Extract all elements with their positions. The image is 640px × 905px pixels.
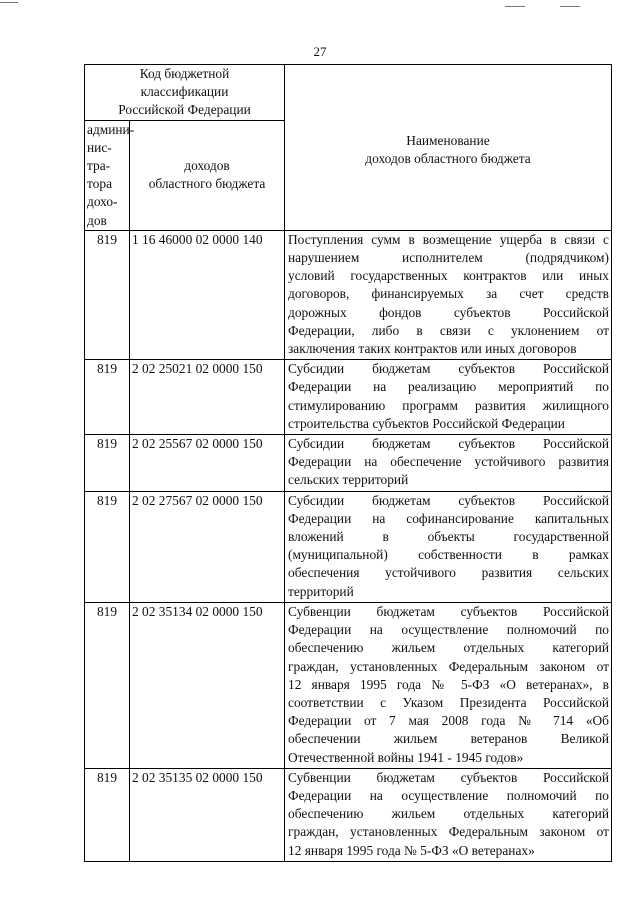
header-line: тра- — [87, 158, 111, 174]
header-line: классификации — [140, 84, 229, 100]
header-administrator — [85, 120, 135, 230]
income-name-line: территорий — [288, 583, 354, 599]
income-name-line: Федерации, либо в связи с уклонением от — [288, 322, 609, 338]
administrator-code-cell: 819 — [85, 435, 130, 492]
header-line: Код бюджетной — [139, 66, 230, 81]
table-row — [85, 491, 612, 602]
income-name-line: Федерации на софинансирование капитальных — [288, 510, 609, 526]
header-line: доходов — [184, 158, 230, 174]
table-header-row-1 — [85, 65, 612, 121]
income-name-line: условий государственных контрактов или иных — [288, 268, 609, 284]
income-name-line: обеспечении жильем ветеранов Великой — [288, 731, 609, 747]
income-code-cell: 2 02 27567 02 0000 150 — [130, 491, 285, 602]
income-name-line: 12 января 1995 года № 5-ФЗ «О ветеранах» — [288, 842, 535, 858]
scan-top-marks — [0, 0, 640, 10]
header-income-code — [130, 120, 285, 230]
income-code-cell: 2 02 35134 02 0000 150 — [130, 602, 285, 768]
income-name-cell — [285, 491, 612, 602]
income-name-cell — [285, 435, 612, 492]
header-classification-code — [85, 65, 285, 121]
header-line: областного бюджета — [148, 176, 266, 192]
income-name-line: стимулированию программ развития жилищного — [288, 397, 609, 413]
header-line: Российской Федерации — [118, 102, 251, 118]
page-number: 27 — [313, 44, 327, 59]
header-income-name — [285, 65, 612, 231]
header-line: дохо- — [87, 194, 118, 210]
header-line: доходов областного бюджета — [365, 151, 531, 167]
income-name-line: Субсидии бюджетам субъектов Российской — [288, 361, 609, 377]
income-name-line: граждан, установленных Федеральным законом от — [288, 658, 609, 674]
administrator-code-cell: 819 — [85, 768, 130, 861]
income-code-cell: 2 02 25567 02 0000 150 — [130, 435, 285, 492]
header-line: тора — [87, 176, 113, 192]
header-line: админи- — [87, 121, 135, 137]
table-row — [85, 602, 612, 768]
income-name-line: Субвенции бюджетам субъектов Российской — [288, 769, 609, 785]
income-name-line: строительства субъектов Российской Федерации — [288, 415, 565, 431]
scan-mark — [560, 6, 580, 7]
income-name-line: сельских территорий — [288, 472, 409, 488]
income-code-cell: 2 02 25021 02 0000 150 — [130, 360, 285, 435]
header-line: Наименование — [406, 133, 490, 149]
income-name-line: Федерации на осуществление полномочий по — [288, 622, 609, 638]
table-row — [85, 435, 612, 492]
budget-classification-table — [84, 64, 612, 862]
table-row — [85, 360, 612, 435]
income-name-line: Федерации на осуществление полномочий по — [288, 787, 609, 803]
income-name-line: заключения таких контрактов или иных договоров — [288, 341, 577, 357]
administrator-code-cell: 819 — [85, 360, 130, 435]
income-name-line: договоров, финансируемых за счет средств — [288, 286, 609, 302]
income-name-line: обеспечения устойчивого развития сельских — [288, 565, 609, 581]
administrator-code-cell: 819 — [85, 491, 130, 602]
income-code-cell: 2 02 35135 02 0000 150 — [130, 768, 285, 861]
administrator-code-cell: 819 — [85, 602, 130, 768]
table-row — [85, 230, 612, 359]
scan-mark — [0, 2, 18, 3]
income-name-cell — [285, 360, 612, 435]
scan-mark — [505, 6, 525, 7]
income-name-line: Субвенции бюджетам субъектов Российской — [288, 603, 609, 619]
header-line: нис- — [87, 139, 112, 155]
income-name-line: Федерации от 7 мая 2008 года № 714 «Об — [288, 713, 609, 729]
header-line: дов — [87, 212, 107, 228]
income-name-cell — [285, 768, 612, 861]
income-name-line: обеспечению жильем отдельных категорий — [288, 640, 609, 656]
income-name-line: Субсидии бюджетам субъектов Российской — [288, 436, 609, 452]
income-name-line: (муниципальной) собственности в рамках — [288, 547, 609, 563]
income-name-line: Отечественной войны 1941 - 1945 годов» — [288, 749, 524, 765]
income-name-line: граждан, установленных Федеральным законом от — [288, 824, 609, 840]
income-name-cell — [285, 230, 612, 359]
income-name-line: обеспечению жильем отдельных категорий — [288, 806, 609, 822]
income-name-line: Федерации на обеспечение устойчивого развития — [288, 454, 609, 470]
income-name-line: нарушением исполнителем (подрядчиком) — [288, 250, 609, 266]
income-code-cell: 1 16 46000 02 0000 140 — [130, 230, 285, 359]
administrator-code-cell: 819 — [85, 230, 130, 359]
table-row — [85, 768, 612, 861]
income-name-line: Поступления сумм в возмещение ущерба в связи с — [288, 231, 609, 247]
income-name-line: Федерации на реализацию мероприятий по — [288, 379, 609, 395]
income-name-line: соответствии с Указом Президента Российской — [288, 694, 609, 710]
income-name-line: вложений в объекты государственной — [288, 529, 609, 545]
income-name-cell — [285, 602, 612, 768]
income-name-line: 12 января 1995 года № 5-ФЗ «О ветеранах», в — [288, 676, 609, 692]
income-name-line: Субсидии бюджетам субъектов Российской — [288, 492, 609, 508]
income-name-line: дорожных фондов субъектов Российской — [288, 304, 609, 320]
